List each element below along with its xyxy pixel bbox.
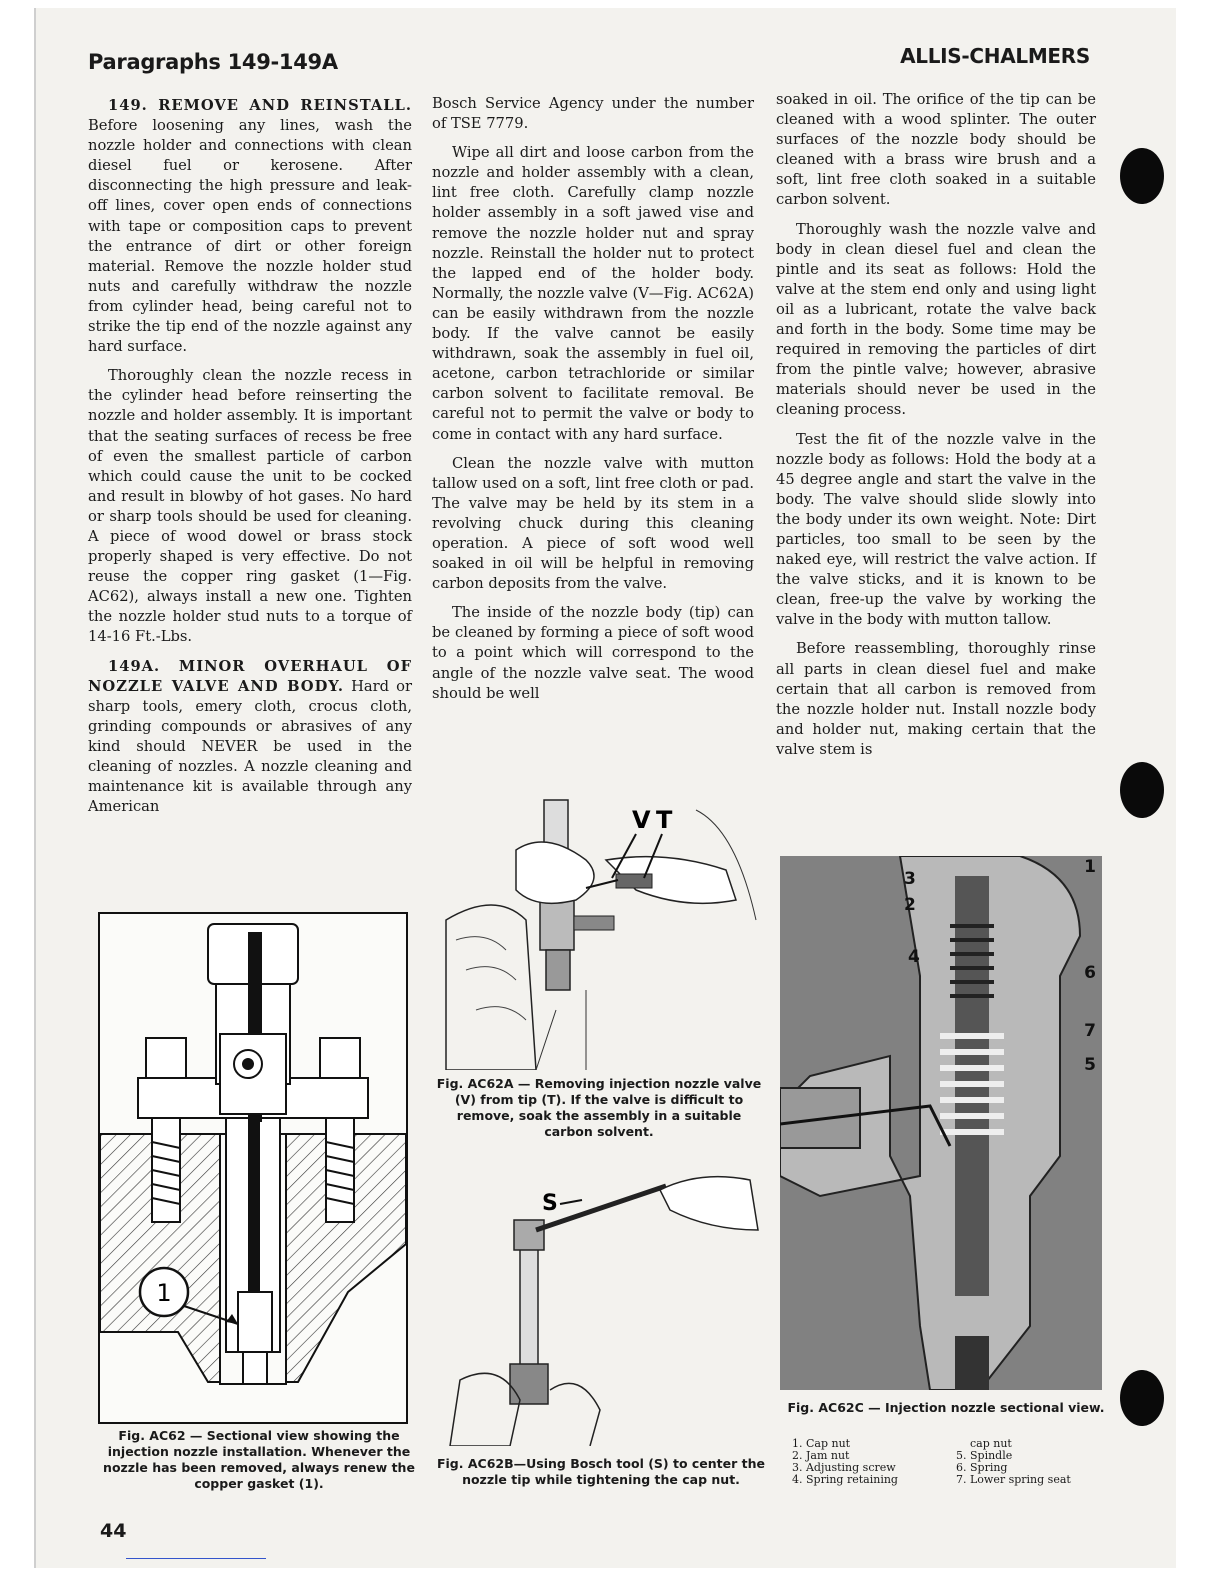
figure-ac62a-caption: Fig. AC62A — Removing injection nozzle valve (V) from tip (T). If the valve is difficult to remove, soak the assembly in a suitable carbon solvent. [436,1076,762,1139]
section-149a-title: 149A. MINOR OVERHAUL OF NOZZLE VALVE AND BODY. [88,657,412,695]
figure-ac62c-legend-left [792,1438,898,1486]
callout-c4: 4 [908,947,920,967]
text-column-3 [776,90,1096,769]
text-column-2 [432,94,754,713]
divider [126,1558,266,1559]
callout-c5: 5 [1084,1055,1096,1075]
paragraph: Clean the nozzle valve with mutton tallow used on a soft, lint free cloth or pad. The valve may be held by its stem in a revolving chuck during this cleaning operation. A piece of soft wood well soaked in oil will be helpful in removing carbon deposits from the valve. [432,454,754,593]
figure-ac62a-drawing [436,770,762,1070]
legend-item: 7. Lower spring seat [956,1473,1071,1486]
section-149a-text: Hard or sharp tools, emery cloth, crocus cloth, grinding compounds or abrasives of any kind should NEVER be used in the cleaning of nozzles. A nozzle cleaning and maintenance kit is available through any American [88,677,412,816]
legend-item: 2. Jam nut [792,1449,850,1462]
text-column-1 [88,96,412,826]
paragraph: Before reassembling, thoroughly rinse all parts in clean diesel fuel and make certain that all carbon is removed from the nozzle holder nut. Install nozzle body and holder nut, making certain that the valve stem is [776,640,1096,758]
figure-ac62b-caption: Fig. AC62B—Using Bosch tool (S) to center the nozzle tip while tightening the cap nut. [436,1456,766,1487]
page-number: 44 [100,1520,127,1542]
callout-c2: 2 [904,895,916,915]
legend-item: cap nut [970,1437,1012,1450]
figure-ac62-caption: Fig. AC62 — Sectional view showing the injection nozzle installation. Whenever the nozzle has been removed, always renew the copper gasket (1). [103,1428,415,1491]
legend-item: 6. Spring [956,1461,1008,1474]
label-s: S [542,1191,558,1216]
callout-c3: 3 [904,869,916,889]
paragraph: Test the fit of the nozzle valve in the nozzle body as follows: Hold the body at a 45 degree angle and start the valve in the body. The valve should slide slowly into the body under its own weight. Note: Dirt particles, too small to be seen by the naked eye, will restrict the valve action. If the valve sticks, and it is known to be clean, free-up the valve by working the valve in the body with mutton tallow. [776,430,1096,629]
legend-item: 1. Cap nut [792,1437,851,1450]
paragraph: The inside of the nozzle body (tip) can be cleaned by forming a piece of soft wood to a point which will correspond to the angle of the nozzle valve seat. The wood should be well [432,604,754,702]
paragraph: soaked in oil. The orifice of the tip can be cleaned with a wood splinter. The outer surfaces of the nozzle body should be cleaned with a brass wire brush and a soft, lint free cloth soaked in a suitable carbon solvent. [776,91,1096,209]
paragraph: Thoroughly wash the nozzle valve and body in clean diesel fuel and clean the pintle and its seat as follows: Hold the valve at the stem end only and using light oil as a lubricant, rotate the valve back and forth in the body. Some time may be required in removing the particles of dirt from the pintle valve; however, abrasive materials should never be used in the cleaning process. [776,220,1096,419]
punch-hole [1120,1370,1164,1426]
paragraph: Bosch Service Agency under the number of TSE 7779. [432,95,754,133]
header-paragraphs: Paragraphs 149-149A [88,50,338,74]
punch-hole [1120,148,1164,204]
legend-item: 5. Spindle [956,1449,1013,1462]
label-v: V [632,806,651,834]
section-149-text: Before loosening any lines, wash the nozzle holder and connections with clean diesel fuel or kerosene. After disconnecting the high pressure and leak-off lines, cover open ends of connections with tape or composition caps to prevent the entrance of dirt or other foreign material. Remove the nozzle holder stud nuts and carefully withdraw the nozzle from cylinder head, being careful not to strike the tip end of the nozzle against any hard surface. [88,117,412,356]
header-brand: ALLIS-CHALMERS [900,44,1090,68]
figure-ac62c-legend-right [956,1438,1071,1486]
label-t: T [656,806,673,834]
section-149-title: 149. REMOVE AND REINSTALL. [108,97,412,114]
figure-ac62c-photo [780,856,1102,1390]
figure-ac62b-drawing [440,1170,760,1446]
paragraph: Thoroughly clean the nozzle recess in the cylinder head before reinserting the nozzle and holder assembly. It is important that the seating surfaces of recess be free of even the smallest particle of carbon which could cause the unit to be cocked and result in blowby of hot gases. No hard or sharp tools should be used for cleaning. A piece of wood dowel or brass stock properly shaped is very effective. Do not reuse the copper ring gasket (1—Fig. AC62), always install a new one. Tighten the nozzle holder stud nuts to a torque of 14-16 Ft.-Lbs. [88,367,412,646]
legend-item: 3. Adjusting screw [792,1461,896,1474]
figure-ac62-drawing [98,912,408,1424]
figure-ac62c-caption: Fig. AC62C — Injection nozzle sectional view. [787,1400,1105,1415]
legend-item: 4. Spring retaining [792,1473,898,1486]
callout-c1: 1 [1084,857,1096,877]
callout-1: 1 [156,1279,172,1307]
callout-c6: 6 [1084,963,1096,983]
paragraph: Wipe all dirt and loose carbon from the nozzle and holder assembly with a clean, lint free cloth. Carefully clamp nozzle holder assembly in a soft jawed vise and remove the nozzle holder nut and spray nozzle. Reinstall the holder nut to protect the lapped end of the holder body. Normally, the nozzle valve (V—Fig. AC62A) can be easily withdrawn from the nozzle body. If the valve cannot be easily withdrawn, soak the assembly in fuel oil, acetone, carbon tetrachloride or similar carbon solvent to facilitate removal. Be careful not to permit the valve or body to come in contact with any hard surface. [432,144,754,443]
punch-hole [1120,762,1164,818]
callout-c7: 7 [1084,1021,1096,1041]
